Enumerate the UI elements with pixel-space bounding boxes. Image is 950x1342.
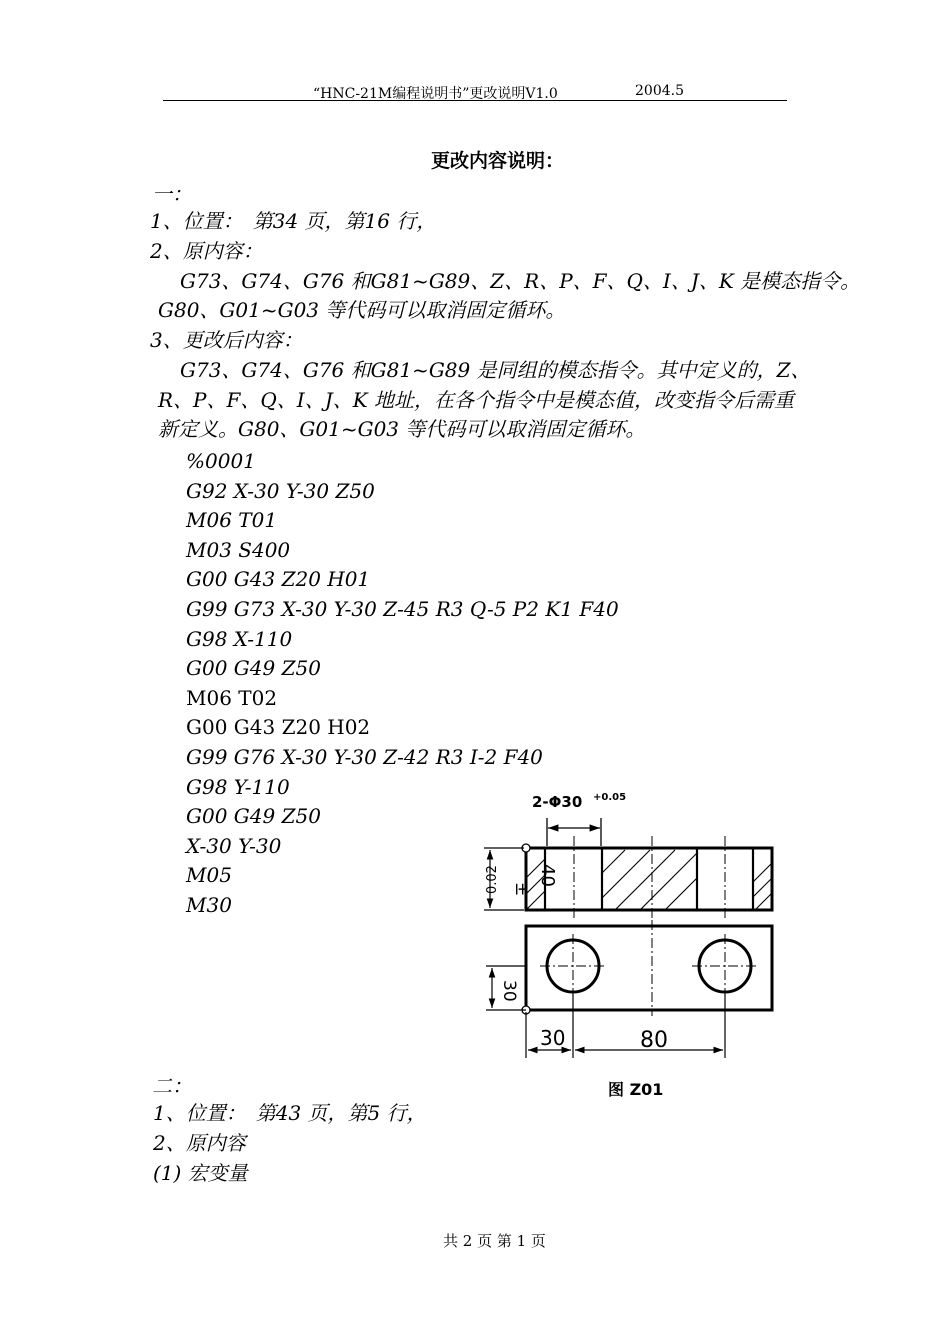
section1-original-line: G80、G01~G03 等代码可以取消固定循环。 (158, 298, 566, 322)
program-line: G00 G49 Z50 (186, 804, 321, 829)
section1-location: 1、位置： 第34 页，第16 行， (150, 209, 437, 233)
hole-label: 2-Φ30 (532, 793, 583, 811)
section1-original-line: G73、G74、G76 和G81~G89、Z、R、P、F、Q、I、J、K 是模态指令。 (180, 269, 861, 293)
program-line: M06 T01 (186, 508, 278, 533)
dim-pm: ± (511, 882, 531, 897)
section1-heading: 一： (152, 182, 192, 206)
program-line: X-30 Y-30 (186, 833, 282, 858)
program-line: G98 Y-110 (186, 774, 290, 799)
section2-item: (1) 宏变量 (153, 1161, 248, 1185)
section2-original-label: 2、原内容 (153, 1131, 246, 1155)
section1-changed-label: 3、更改后内容： (150, 328, 303, 352)
dim-height-40: 40 (537, 864, 558, 887)
header-date: 2004.5 (635, 83, 684, 99)
page-title: 更改内容说明： (431, 150, 565, 172)
program-line: M05 (186, 863, 232, 888)
program-line: G00 G49 Z50 (186, 656, 321, 681)
hole-tolerance: +0.05 (593, 792, 627, 803)
program-line: G00 G43 Z20 H02 (186, 715, 371, 740)
header-title: “HNC-21M编程说明书”更改说明V1.0 (313, 86, 558, 102)
program-line: G99 G73 X-30 Y-30 Z-45 R3 Q-5 P2 K1 F40 (186, 596, 619, 621)
technical-drawing (470, 780, 790, 1070)
dim-tolerance-side: 0.02 (485, 865, 500, 894)
header-rule (163, 100, 787, 101)
dim-30-vertical: 30 (499, 980, 519, 1002)
dim-30-horizontal: 30 (540, 1026, 566, 1050)
section1-changed-line: G73、G74、G76 和G81~G89 是同组的模态指令。其中定义的，Z、 (180, 358, 811, 382)
section1-original-label: 2、原内容： (150, 239, 263, 263)
section2-heading: 二： (152, 1074, 192, 1098)
program-line: M30 (186, 892, 232, 917)
program-line: G99 G76 X-30 Y-30 Z-42 R3 I-2 F40 (186, 744, 543, 769)
program-line: G00 G43 Z20 H01 (186, 567, 371, 592)
program-line: M06 T02 (186, 685, 278, 710)
top-view (522, 920, 772, 1016)
section2-location: 1、位置： 第43 页，第5 行， (153, 1101, 427, 1125)
page-footer: 共 2 页 第 1 页 (443, 1232, 546, 1250)
section1-changed-line: 新定义。G80、G01~G03 等代码可以取消固定循环。 (158, 417, 646, 441)
program-line: %0001 (186, 449, 256, 473)
program-line: M03 S400 (186, 537, 291, 562)
dim-80: 80 (640, 1028, 668, 1053)
figure-caption: 图 Z01 (608, 1080, 664, 1099)
program-line: G98 X-110 (186, 626, 293, 651)
section1-changed-line: R、P、F、Q、I、J、K 地址，在各个指令中是模态值，改变指令后需重 (158, 388, 795, 412)
program-line: G92 X-30 Y-30 Z50 (186, 478, 375, 503)
